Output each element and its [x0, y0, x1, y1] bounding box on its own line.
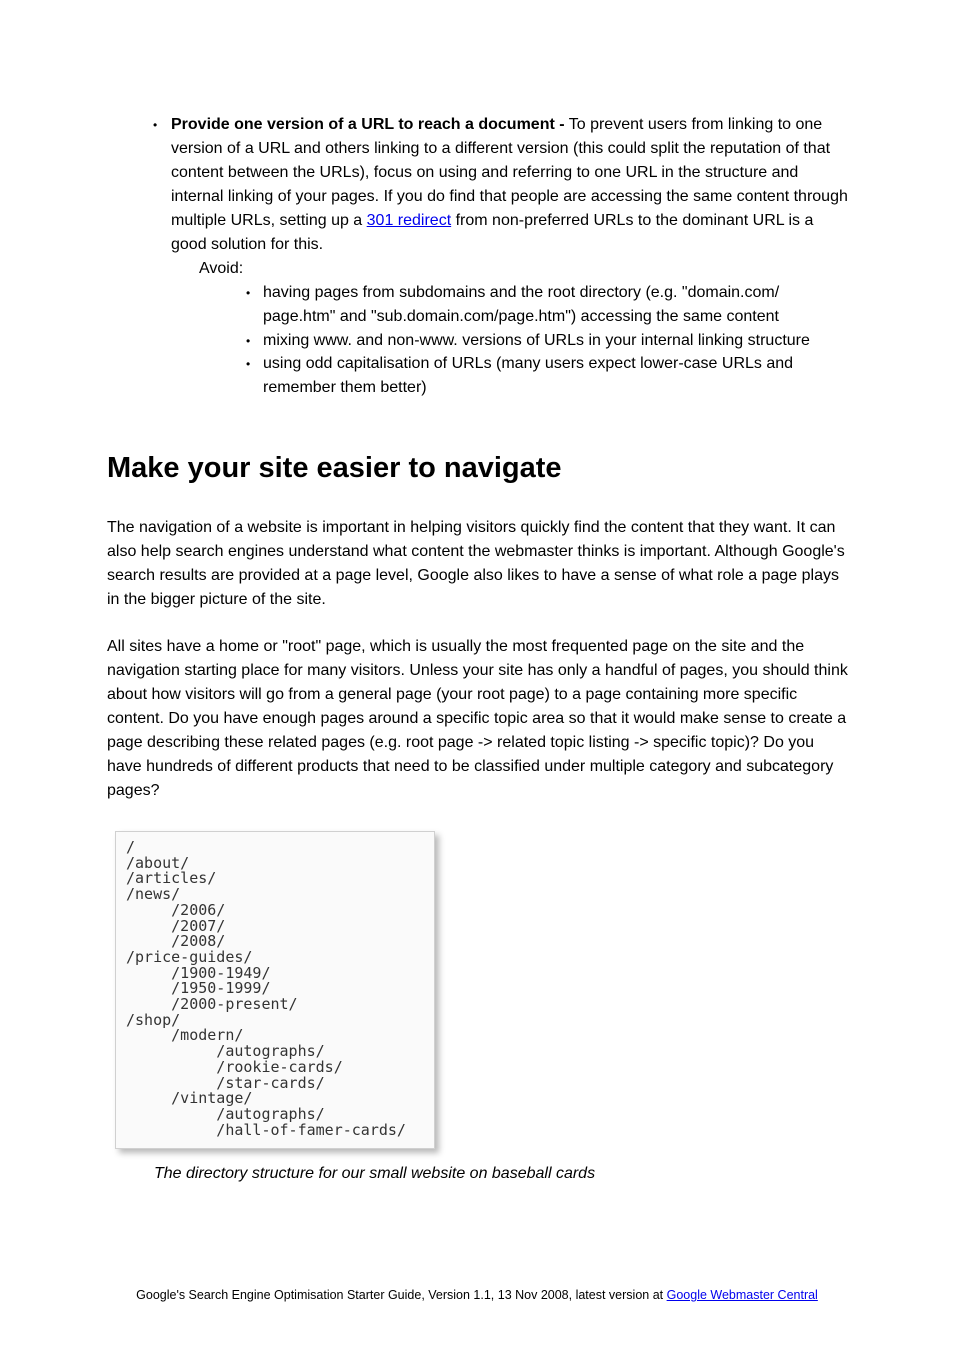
bullet-marker: • [153, 118, 158, 132]
section-heading: Make your site easier to navigate [107, 452, 562, 484]
directory-structure-figure [115, 831, 435, 1149]
redirect-link[interactable]: 301 redirect [366, 212, 452, 229]
bullet-bold-lead: Provide one version of a URL to reach a document - [171, 116, 565, 133]
sub-bullet-marker: • [246, 334, 251, 348]
paragraph-navigation: The navigation of a website is important in helping visitors quickly find the content that they want. It can also help search engines understand what content the webmaster thinks is important. Although Google's search results are provided at a page level, Google also likes to have a sense of what role a page plays in the bigger picture of the site. [107, 519, 845, 608]
page-footer [0, 1286, 954, 1304]
sub-bullet-marker: • [246, 357, 251, 371]
paragraph-root-page: All sites have a home or "root" page, which is usually the most frequented page on the site and the navigation starting place for many visitors. Unless your site has only a handful of pages, you should think about how visitors will go from a general page (your root page) to a page containing more specific content. Do you have enough pages around a specific topic area so that it would make sense to create a page describing these related pages (e.g. root page -> related topic listing -> specific topic)? Do you have hundreds of different products that need to be classified under multiple category and subcategory pages? [107, 638, 848, 799]
sub-bullet-marker: • [246, 286, 251, 300]
figure-caption: The directory structure for our small website on baseball cards [154, 1165, 596, 1182]
footer-text: Google's Search Engine Optimisation Starter Guide, Version 1.1, 13 Nov 2008, latest version at [136, 1288, 667, 1302]
bullet-text-after-link: from non-preferred URLs to the dominant URL is a good solution for this. [171, 212, 814, 253]
avoid-item: having pages from subdomains and the root directory (e.g. "domain.com/ page.htm" and "sub.domain.com/page.htm") accessing the same content [263, 284, 780, 325]
avoid-label: Avoid: [199, 260, 244, 277]
bullet-text-before-link: To prevent users from linking to one version of a URL and others linking to a different version (this could split the reputation of that content between the URLs), focus on using and referring to one URL in the structure and internal linking of your pages. If you do find that people are accessing the same content through multiple URLs, setting up a [171, 116, 848, 229]
avoid-item: using odd capitalisation of URLs (many users expect lower-case URLs and remember them better) [263, 355, 794, 396]
avoid-item: mixing www. and non-www. versions of URLs in your internal linking structure [263, 332, 810, 349]
bullet-url-version [171, 113, 851, 257]
webmaster-central-link[interactable]: Google Webmaster Central [666, 1288, 818, 1302]
directory-listing: / /about/ /articles/ /news/ /2006/ /2007/ /2008/ /price-guides/ /1900-1949/ /1950-1999/ /2000-present/ /shop/ /modern/ /autographs/ /rookie-cards/ /star-cards/ /vintage/ /autographs/ /hall-of-famer-cards/ [126, 838, 406, 1139]
